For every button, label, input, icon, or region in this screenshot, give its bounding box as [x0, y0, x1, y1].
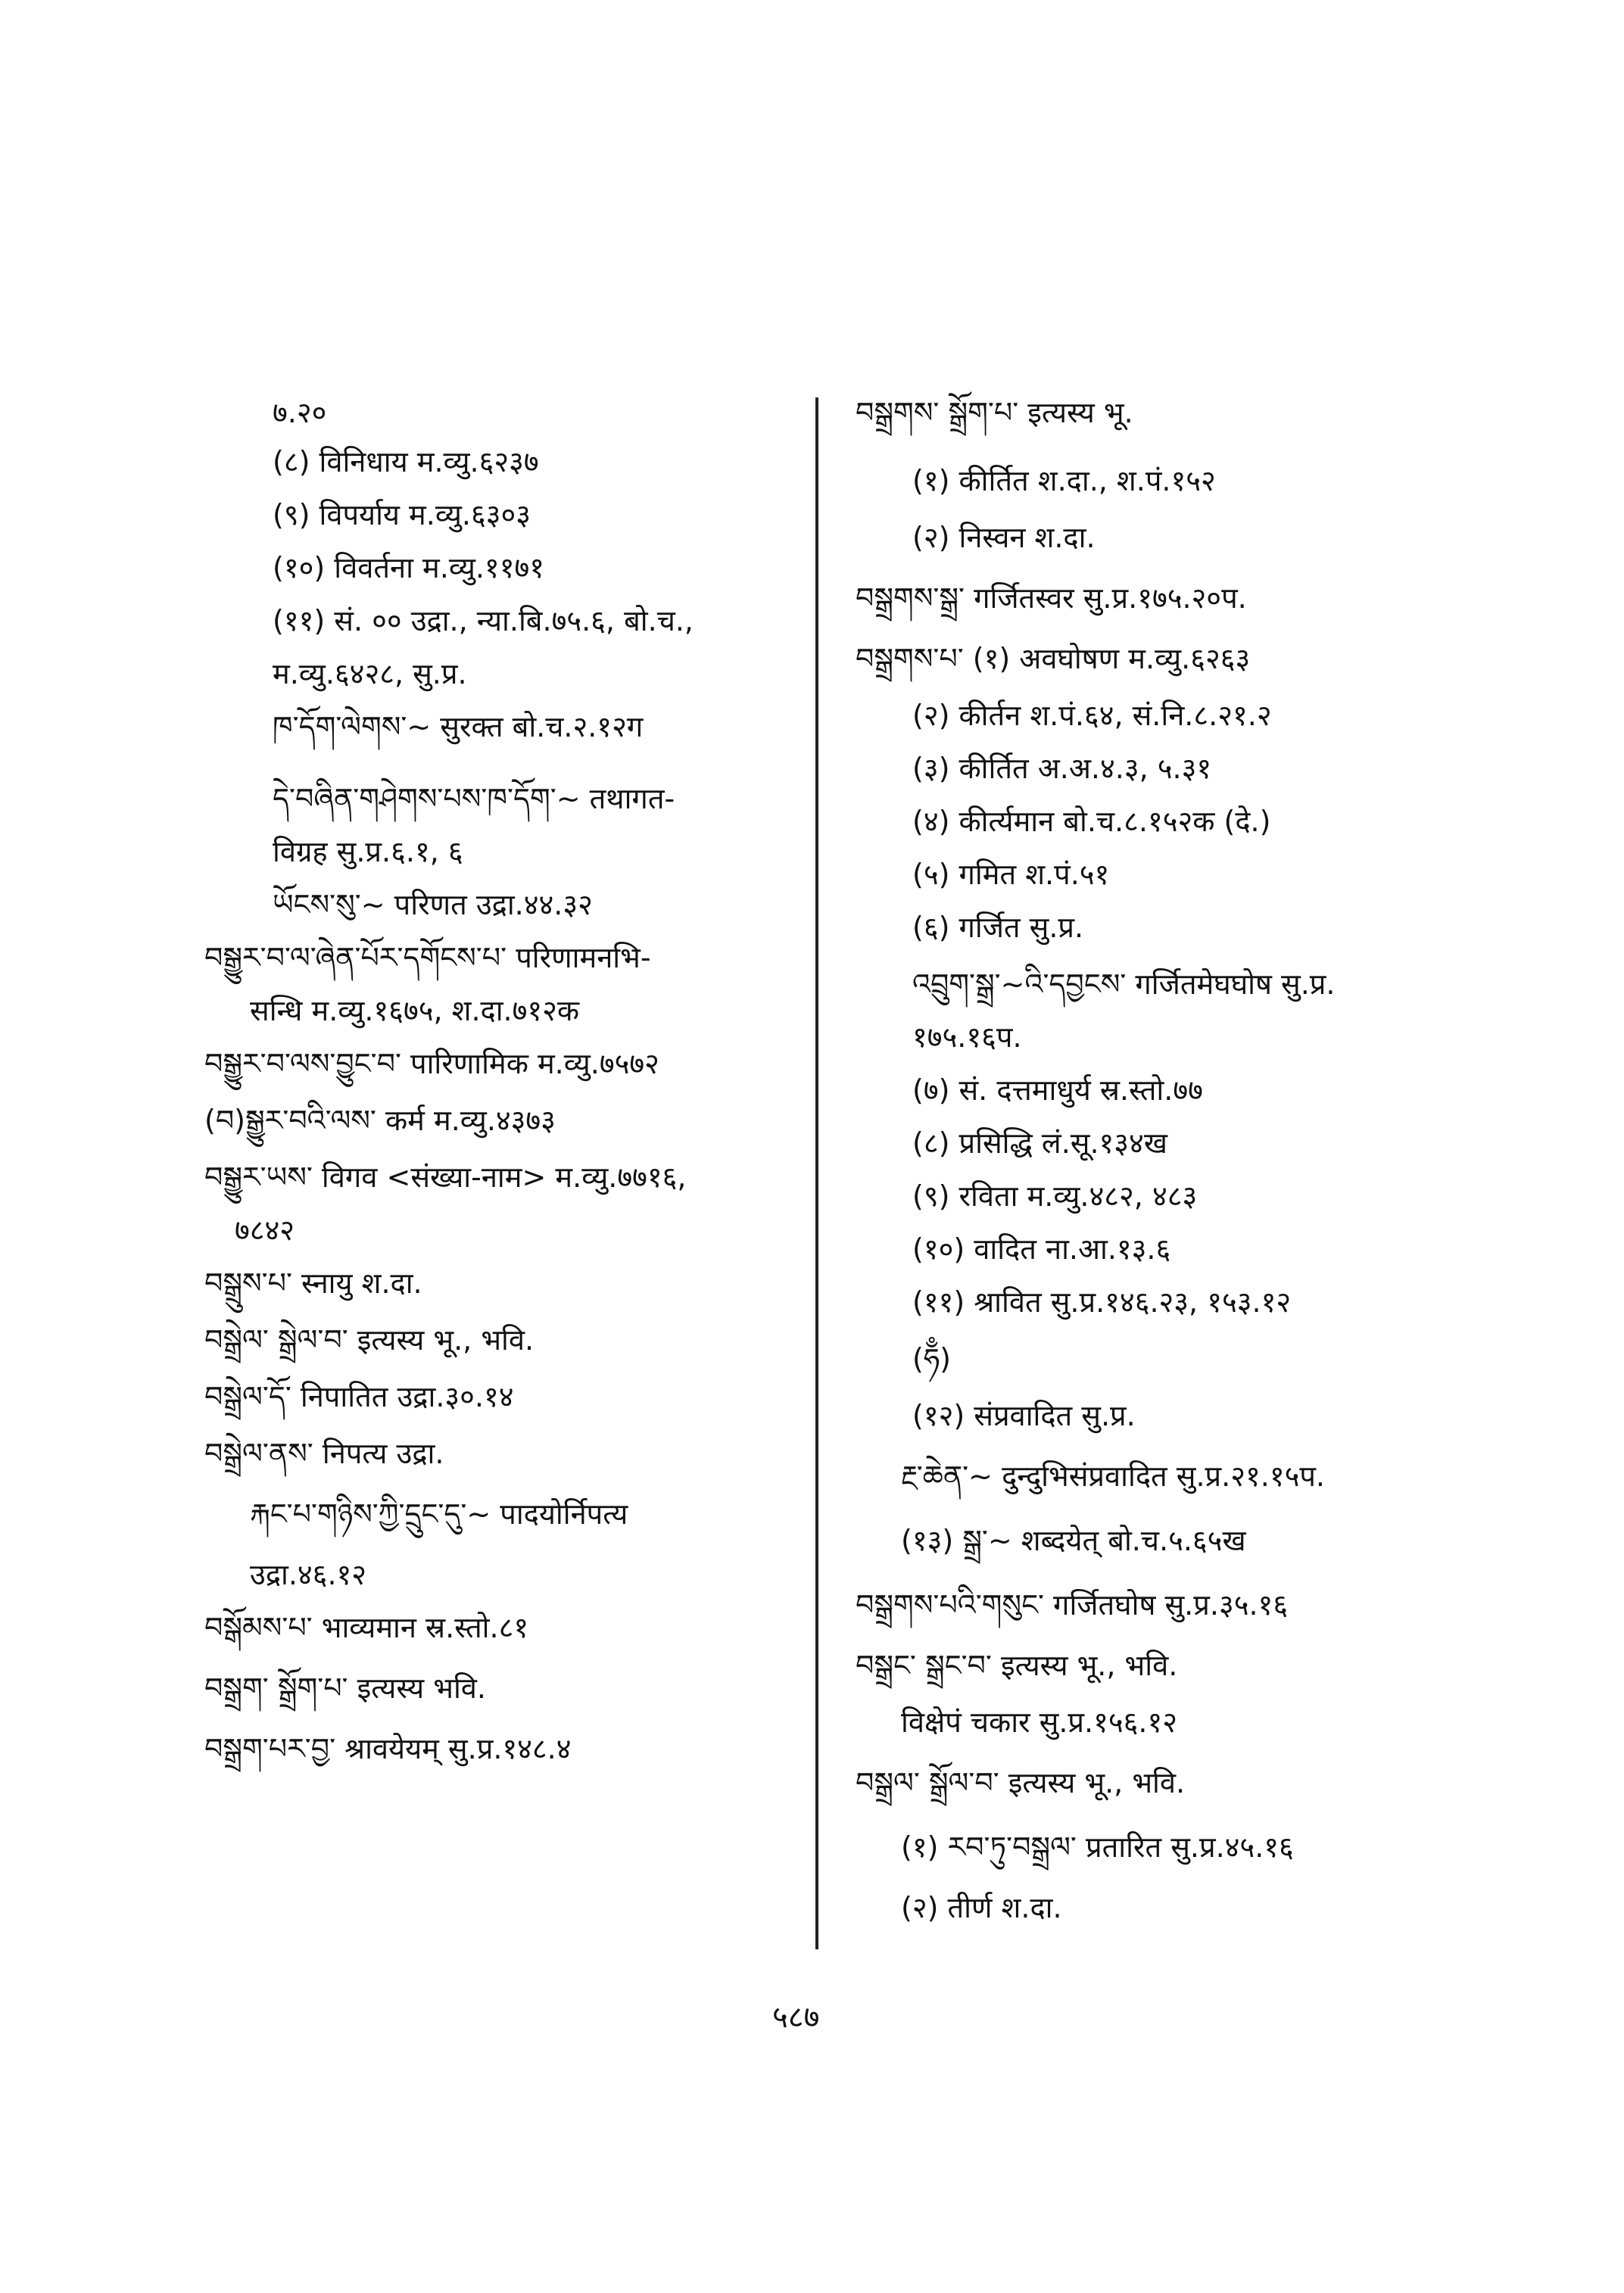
entry-line: རྔ་ཆེན་~ दुन्दुभिसंप्रवादित सु.प्र.२१.१५प.: [901, 1460, 1326, 1493]
entry-line: (१३) སྒྲ་~ शब्दयेत् बो.च.५.६५ख: [901, 1524, 1246, 1557]
entry-line: (२) तीर्ण श.दा.: [901, 1891, 1062, 1924]
entry-line: ཁ་དོག་ལེགས་~ सुरक्त बो.च.२.१२ग: [273, 710, 644, 743]
entry-line: (१२) संप्रवादित सु.प्र.: [912, 1399, 1136, 1432]
entry-line: བསྒྲེལ་ནས་ निपत्य उद्रा.: [204, 1437, 444, 1470]
entry-line: उद्रा.४६.१२: [250, 1558, 367, 1591]
entry-line: (४) कीर्त्यमान बो.च.८.१५२क (दे.): [912, 805, 1271, 838]
entry-line: བསྒྲགས་པ་ (१) अवघोषण म.व्यु.६२६३: [856, 642, 1251, 675]
entry-line: (ཧྃ): [912, 1342, 952, 1375]
entry-line: (५) गमित श.पं.५१: [912, 858, 1110, 891]
entry-line: བསྒྱུར་བ་ལས་བྱུང་བ་ पारिणामिक म.व्यु.७५७२: [204, 1047, 659, 1080]
entry-line: (२) कीर्तन श.पं.६४, सं.नि.८.२१.२: [912, 699, 1272, 732]
entry-line: म.व्यु.६४२८, सु.प्र.: [273, 657, 467, 690]
entry-line: བསྒྱུར་ཡས་ विगव <संख्या-नाम> म.व्यु.७७१६,: [204, 1161, 687, 1194]
entry-line: विक्षेपं चकार सु.प्र.१५६.१२: [901, 1706, 1178, 1739]
entry-line: བསྒྲེལ་ སྒྲེལ་བ་ इत्यस्य भू., भवि.: [204, 1323, 535, 1357]
entry-line: (३) कीर्तित अ.अ.४.३, ५.३१: [912, 752, 1212, 785]
entry-line: (८) विनिधाय म.व्यु.६२३७: [273, 445, 539, 478]
entry-line: བསྒོམས་པ་ भाव्यमान स्र.स्तो.८१: [204, 1611, 529, 1644]
entry-line: (२) निस्वन श.दा.: [912, 521, 1096, 554]
entry-line: བསྒྲལ་ སྒྲོལ་བ་ इत्यस्य भू., भवि.: [856, 1766, 1186, 1799]
entry-line: (བ)སྒྱུར་བའི་ལས་ कर्म म.व्यु.४३७३: [204, 1104, 556, 1137]
entry-line: ७८४२: [235, 1213, 295, 1247]
entry-line: བསྒྲག་ སྒྲོག་པ་ इत्यस्य भवि.: [204, 1671, 487, 1705]
entry-line: ཡོངས་སུ་~ परिणत उद्रा.४४.३२: [273, 888, 593, 921]
entry-line: རྐང་པ་གཉིས་ཀྱི་དྲུང་དུ་~ पादयोर्निपत्य: [250, 1497, 628, 1531]
entry-line: བསྒྱུར་བ་ལ་ཞེན་པོར་དགོངས་པ་ परिणामनभि-: [204, 941, 651, 974]
column-divider: [815, 397, 818, 1949]
entry-line: (१०) वादित ना.आ.१३.६: [912, 1232, 1171, 1266]
entry-line: བསྒྲག་པར་བྱ་ श्रावयेयम् सु.प्र.१४८.४: [204, 1732, 572, 1765]
entry-line: (९) रविता म.व्यु.४८२, ४८३: [912, 1179, 1198, 1213]
entry-line: (१०) विवर्तना म.व्यु.११७१: [273, 551, 544, 584]
entry-line: བསྒྲེལ་དོ་ निपातित उद्रा.३०.१४: [204, 1380, 514, 1413]
entry-line: विग्रह सु.प्र.६.१, ६: [273, 835, 463, 868]
entry-line: ७.२०: [273, 396, 327, 429]
page-number: ५८७: [772, 2000, 820, 2035]
entry-line: सन्धि म.व्यु.१६७५, श.दा.७१२क: [250, 994, 580, 1027]
entry-line: (११) श्रावित सु.प्र.१४६.२३, १५३.१२: [912, 1285, 1292, 1319]
entry-line: (७) सं. दत्तमाधुर्य स्र.स्तो.७७: [912, 1073, 1203, 1107]
entry-line: १७५.१६प.: [912, 1020, 1022, 1054]
entry-line: དེ་བཞིན་གཤེགས་པས་ཁ་དོག་~ तथागत-: [273, 782, 675, 815]
entry-line: (६) गर्जित सु.प्र.: [912, 911, 1084, 944]
entry-line: (१) རབ་ཏུ་བསྒྲལ་ प्रतारित सु.प्र.४५.१६: [901, 1830, 1294, 1864]
entry-line: (११) सं. ०० उद्रा., न्या.बि.७५.६, बो.च.,: [273, 604, 694, 637]
entry-line: (८) प्रसिद्धि लं.सू.१३४ख: [912, 1126, 1167, 1160]
entry-line: བསྒྲང་ སྒྲང་བ་ इत्यस्य भू., भवि.: [856, 1649, 1178, 1682]
entry-line: འབྲུག་སྒྲ་~འི་དབྱངས་ गर्जितमेघघोष सु.प्र.: [912, 967, 1336, 1001]
entry-line: བསྒྲགས་པའི་གསུང་ गर्जितघोष सु.प्र.३५.१६: [856, 1588, 1289, 1622]
entry-line: (९) विपर्याय म.व्यु.६३०३: [273, 498, 531, 531]
entry-line: (१) कीर्तित श.दा., श.पं.१५२: [912, 464, 1216, 497]
entry-line: བསྒྲགས་ སྒྲོག་པ་ इत्यस्य भू.: [856, 396, 1133, 429]
entry-line: བསྒྲུས་པ་ स्नायु श.दा.: [204, 1266, 422, 1300]
entry-line: བསྒྲགས་སྒྲ་ गर्जितस्वर सु.प्र.१७५.२०प.: [856, 581, 1247, 615]
